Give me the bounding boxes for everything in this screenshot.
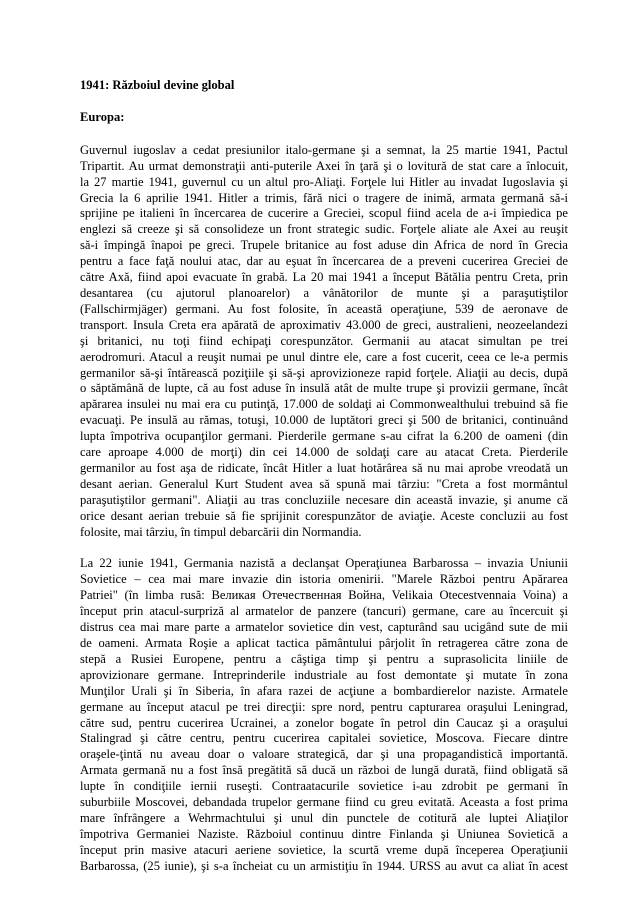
text-line: transport. Insula Creta era apărată de aproximativ 43.000 de greci, australieni, neozeelandezi bbox=[80, 317, 568, 332]
text-line: început prin masive atacuri aeriene sovietice, la scurtă vreme după începerea Operaţiunii bbox=[80, 842, 568, 857]
text-line: aprovizionare germane. Intreprinderile industriale au fost demontate şi mutate în zona bbox=[80, 667, 568, 682]
text-line: suburbiile Moscovei, debandada trupelor germane fiind cu greu evitată. Aceasta a fost prima bbox=[80, 795, 568, 810]
text-line: început prin atacul-surpriză al armatelor de panzere (tancuri) germane, care au încercuit şi bbox=[80, 604, 568, 619]
text-line: mare înfrângere a Wehrmachtului şi unul din punctele de cotitură ale luptei Aliaţilor bbox=[80, 810, 568, 825]
text-line: către sud, pentru cucerirea Ucrainei, a zonelor bogate în petrol din Caucaz şi a oraşului bbox=[80, 715, 568, 730]
text-line: Tripartit. Au urmat demonstraţii anti-puterile Axei în ţară şi o lovitură de stat care a înlocuit, bbox=[80, 158, 568, 173]
text-line: distrus cea mai mare parte a armatelor sovietice din vest, capturând sau ucigând sute de mii bbox=[80, 620, 568, 635]
text-line: Stalingrad şi către centru, pentru cucerirea capitalei sovietice, Moscova. Fiecare dintre bbox=[80, 731, 568, 746]
text-line: pentru a face faţă noului atac, dar au eşuat în încercarea de a preveni cucerirea Greciei de bbox=[80, 254, 568, 269]
text-line: desantarea (cu ajutorul planoarelor) a vânătorilor de munte şi a paraşutiştilor bbox=[80, 285, 568, 300]
text-line: folosite, mai târziu, în timpul debarcării din Normandia. bbox=[80, 524, 362, 539]
document-page bbox=[80, 70, 568, 875]
text-line: şi britanici, nu toţi fiind echipaţi corespunzător. Germanii au atacat simultan pe trei bbox=[80, 333, 568, 348]
text-line: o săptămână de lupte, că au fost aduse în insulă atât de multe trupe şi provizii germane, încât bbox=[80, 381, 568, 396]
text-line: orice desant aerian trebuie să fie sprijinit corespunzător de aviaţie. Aceste concluzii au fost bbox=[80, 508, 568, 523]
text-line: germane au început atacul pe trei direcţii: spre nord, pentru capturarea oraşului Leningrad, bbox=[80, 699, 568, 714]
text-line: care aproape 4.000 de morţi) din cei 14.000 de soldaţi care au atacat Creta. Pierderile bbox=[80, 445, 568, 460]
text-line: apărarea insulei nu mai era cu putinţă, 17.000 de soldaţi ai Commonwealthului trebuind să fie bbox=[80, 397, 568, 412]
text-line: sprijine pe italieni în încercarea de cucerire a Greciei, scopul fiind acela de a-i împiedica pe bbox=[80, 206, 568, 221]
document-title: 1941: Războiul devine global bbox=[80, 78, 235, 92]
text-line: germanilor au fost aşa de ridicate, încât Hitler a luat hotărârea să nu mai aprobe vreodată un bbox=[80, 460, 568, 475]
text-line: să-i împingă înapoi pe greci. Trupele britanice au fost aduse din Africa de nord în Grecia bbox=[80, 238, 568, 253]
text-line: Guvernul iugoslav a cedat presiunilor italo-germane şi a semnat, la 25 martie 1941, Pactul bbox=[80, 142, 568, 157]
text-line: desant aerian. Generalul Kurt Student avea să spună mai târziu: "Creta a fost mormântul bbox=[80, 476, 568, 491]
text-line: Armata germană nu a fost însă pregătită să ducă un război de lungă durată, fiind obligată să bbox=[80, 763, 568, 778]
text-line: englezi să creeze şi să consolideze un front strategic sudic. Forţele aliate ale Axei au reuşit bbox=[80, 222, 568, 237]
text-line: oraşele-ţintă nu aveau doar o valoare strategică, dar şi una propagandistică importantă. bbox=[80, 747, 568, 762]
text-line: către Axă, fiind apoi evacuate în grabă. La 20 mai 1941 a început Bătălia pentru Creta, prin bbox=[80, 270, 568, 285]
text-line: Sovietice – cea mai mare invazie din istoria omenirii. "Marele Război pentru Apărarea bbox=[80, 572, 568, 587]
text-line: Patriei" (în limba rusă: Великая Отечественная Война, Velikaia Otecestvennaia Voina) a bbox=[80, 588, 568, 603]
text-line: (Fallschirmjäger) germani. Au fost folosite, în această operaţiune, 539 de aeronave de bbox=[80, 301, 568, 316]
paragraph-yugoslavia-greece-crete bbox=[80, 143, 568, 541]
text-line: împotriva Germaniei Naziste. Războiul continuu dintre Finlanda şi Uniunea Sovietică a bbox=[80, 826, 568, 841]
text-line: Munţilor Urali şi în Siberia, în afara razei de acţiune a bombardierelor naziste. Armatele bbox=[80, 683, 568, 698]
text-line: lupta împotriva ocupanţilor germani. Pierderile germane s-au cifrat la 6.200 de oameni (din bbox=[80, 429, 568, 444]
text-line: Barbarossa, (25 iunie), şi s-a încheiat cu un armistiţiu în 1944. URSS au avut ca aliat în acest bbox=[80, 858, 568, 873]
text-line: la 27 martie 1941, guvernul cu un altul pro-Aliaţi. Forţele lui Hitler au invadat Iugoslavia şi bbox=[80, 174, 568, 189]
text-line: Grecia la 6 aprilie 1941. Hitler a trimis, fără nici o tragere de inimă, armata germană să-i bbox=[80, 190, 568, 205]
text-line: de oameni. Armata Roşie a aplicat tactica pământului pârjolit în retragerea către zona de bbox=[80, 636, 568, 650]
text-line: La 22 iunie 1941, Germania nazistă a declanşat Operaţiunea Barbarossa – invazia Uniunii bbox=[80, 556, 568, 571]
text-line: stepă a Rusiei Europene, pentru a câştiga timp şi pentru a suprasolicita liniile de bbox=[80, 651, 568, 666]
paragraph-operation-barbarossa bbox=[80, 556, 568, 874]
text-line: lupte în condiţiile iernii ruseşti. Contraatacurile sovietice i-au zdrobit pe germani în bbox=[80, 779, 568, 794]
text-line: aerodromuri. Atacul a reuşit numai pe unul dintre ele, care a fost cucerit, ceea ce le-a permis bbox=[80, 349, 568, 364]
section-heading: Europa: bbox=[80, 109, 125, 124]
text-line: germanilor să-şi întărească poziţiile şi să-şi aprovizioneze rapid forţele. Aliaţii au decis, după bbox=[80, 365, 568, 380]
text-line: paraşutiştilor germani". Aliaţii au tras concluziile necesare din această invazie, şi anume că bbox=[80, 492, 568, 507]
text-line: evacuaţi. Pe insulă au rămas, totuşi, 10.000 de luptători greci şi 500 de britanici, continuând bbox=[80, 413, 568, 428]
